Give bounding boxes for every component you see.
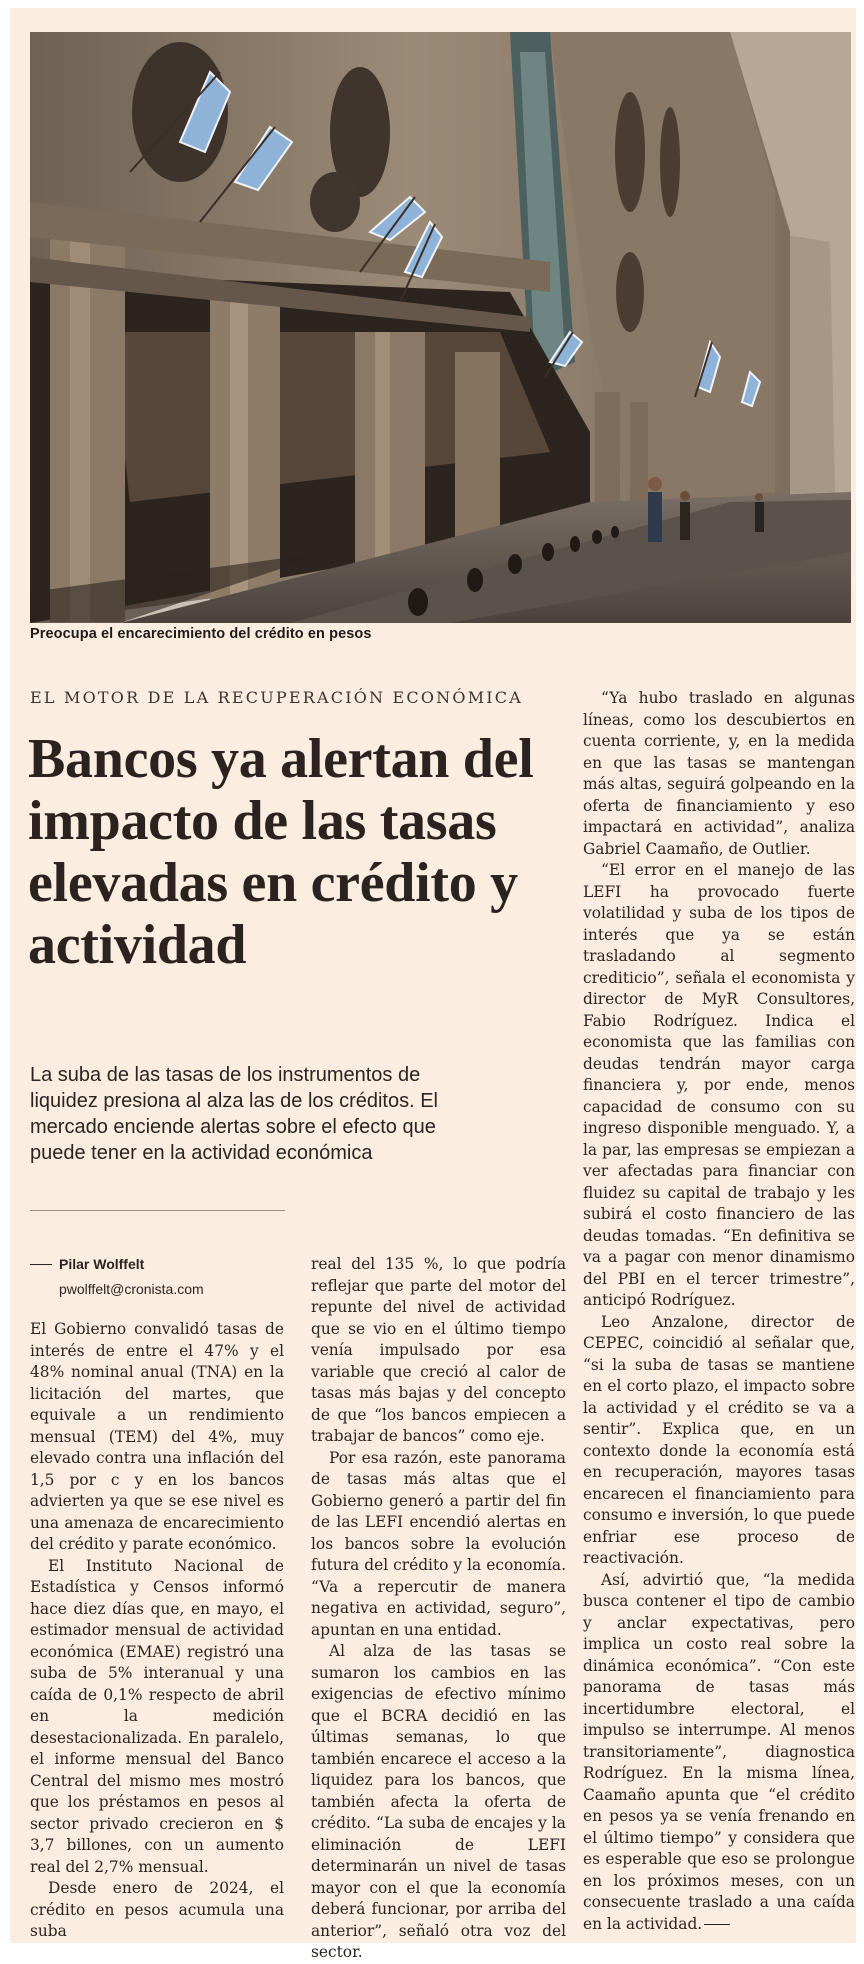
paragraph: real del 135 %, lo que podría reflejar que parte del motor del repunte del nivel de actividad que se vio en el último tiempo venía impulsado por esa variable que creció al calor de tasas más bajas y del concepto de que “los bancos empiecen a trabajar de bancos” como eje.: [311, 1255, 566, 1445]
paragraph: El Gobierno convalidó tasas de interés de entre el 47% y el 48% nominal anual (TNA) en la licitación del martes, que equivale a un rendimiento mensual (TEM) del 4%, muy elevado contra una inflación del 1,5 por c y en los bancos advierten ya que se ese nivel es una amenaza de encarecimiento del crédito y parate económico.: [30, 1320, 284, 1553]
article-photo: [30, 32, 851, 623]
paragraph: El Instituto Nacional de Estadística y Censos informó hace diez días que, en mayo, el estimador mensual de actividad económica (EMAE) registró una suba de 5% interanual y una caída de 0,1% respecto de abril en la medición desestacionalizada. En paralelo, el informe mensual del Banco Central del mismo mes mostró que los préstamos en pesos al sector privado crecieron en $ 3,7 billones, con un aumento real del 2,7% mensual.: [30, 1556, 284, 1876]
byline-dash: [30, 1264, 52, 1265]
headline: Bancos ya alertan del impacto de las tasas elevadas en crédito y actividad: [28, 728, 534, 976]
body-column-3: [583, 688, 855, 1935]
paragraph: Leo Anzalone, director de CEPEC, coincidió al señalar que, “si la suba de tasas se mantiene en el corto plazo, el impacto sobre la actividad y el crédito se va a sentir”. Explica que, en un contexto donde la economía está en recuperación, mayores tasas encarecen el financiamiento para consumo e inversión, lo que puede enfriar ese proceso de reactivación.: [583, 1312, 855, 1567]
building-facade-illustration: [30, 32, 851, 623]
paragraph: Al alza de las tasas se sumaron los cambios en las exigencias de efectivo mínimo que el BCRA decidió en las últimas semanas, lo que también encarece el acceso a la liquidez para los bancos, que también afecta la oferta de crédito. “La suba de encajes y la eliminación de LEFI determinarán un nivel de tasas mayor con el que la economía deberá funcionar, por arriba del anterior”, señaló otra voz del sector.: [311, 1642, 566, 1961]
author-email[interactable]: pwolffelt@cronista.com: [59, 1281, 204, 1297]
body-column-1: [30, 1319, 284, 1943]
paragraph-last: [583, 1570, 855, 1936]
body-column-2: [311, 1254, 566, 1964]
paragraph: Desde enero de 2024, el crédito en pesos acumula una suba: [30, 1879, 284, 1940]
paragraph: “El error en el manejo de las LEFI ha provocado fuerte volatilidad y suba de los tipos de interés que ya se están trasladando al segmento crediticio”, señala el economista y director de MyR Consultores, Fabio Rodríguez. Indica el economista que las familias con deudas tendrán mayor carga financiera y, por ende, menos capacidad de consumo con su ingreso disponible menguado. Y, a la par, las empresas se empiezan a ver afectadas para financiar con fluidez su capital de trabajo y les subirá el costo financiero de las deudas tomadas. “En definitiva se va a pagar con menor dinamismo del PBI en el tercer trimestre”, anticipó Rodríguez.: [583, 861, 855, 1309]
section-kicker: EL MOTOR DE LA RECUPERACIÓN ECONÓMICA: [30, 688, 523, 707]
end-mark: [704, 1924, 730, 1925]
author-name: Pilar Wolffelt: [59, 1256, 145, 1272]
subheadline: La suba de las tasas de los instrumentos de liquidez presiona al alza las de los créditos. El mercado enciende alertas sobre el efecto que puede tener en la actividad económica: [30, 1064, 438, 1164]
paragraph: “Ya hubo traslado en algunas líneas, como los descubiertos en cuenta corriente, y, en la medida en que las tasas se mantengan más altas, seguirá golpeando en la oferta de financiamiento y eso impactará en actividad”, analiza Gabriel Caamaño, de Outlier.: [583, 689, 855, 858]
byline: [30, 1256, 270, 1297]
divider: [30, 1210, 285, 1211]
paragraph-text: Así, advirtió que, “la medida busca contener el tipo de cambio y anclar expectativas, pero implica un costo real sobre la dinámica económica”. “Con este panorama de tasas más incertidumbre electoral, el impulso se interrumpe. Al menos transitoriamente”, diagnostica Rodríguez. En la misma línea, Caamaño apunta que “el crédito en pesos ya se venía frenando en el último tiempo” y considera que es esperable que eso se prolongue en los próximos meses, con un consecuente traslado a una caída en la actividad.: [583, 1570, 855, 1933]
photo-caption: Preocupa el encarecimiento del crédito en pesos: [30, 626, 372, 642]
paragraph: Por esa razón, este panorama de tasas más altas que el Gobierno generó a partir del fin de las LEFI encendió alertas en los bancos sobre la evolución futura del crédito y la economía. “Va a repercutir de manera negativa en actividad, seguro”, apuntan en una entidad.: [311, 1448, 566, 1639]
